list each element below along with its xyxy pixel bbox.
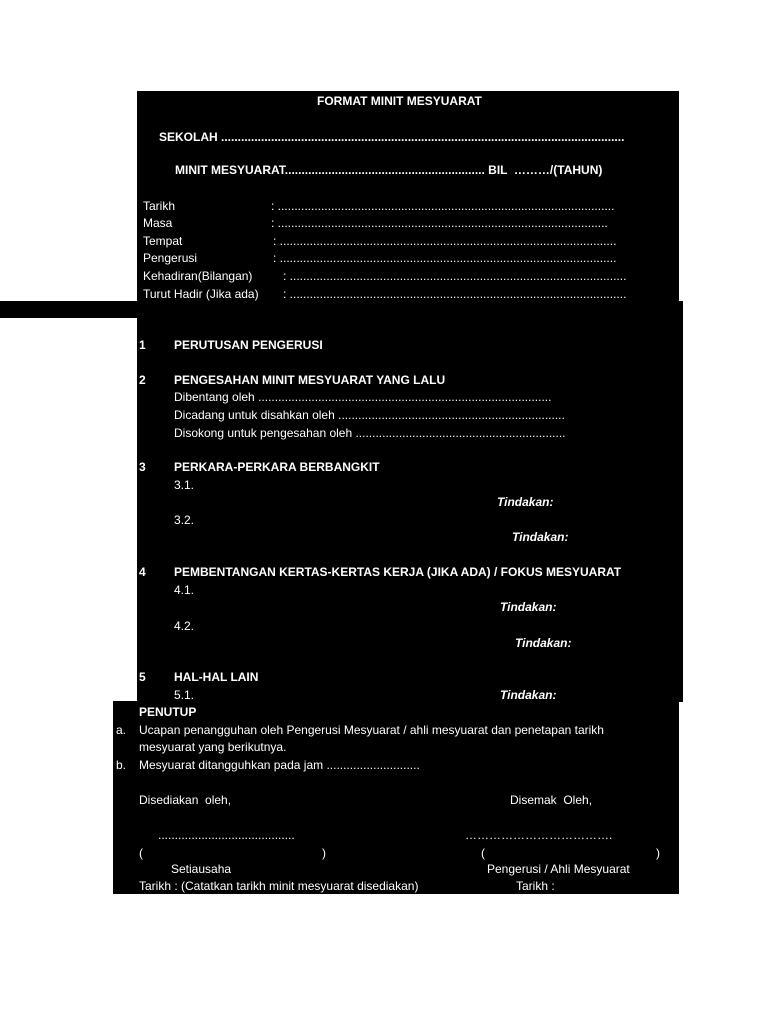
section-4-title: PEMBENTANGAN KERTAS-KERTAS KERJA (JIKA ADA) / FOKUS MESYUARAT: [174, 565, 622, 579]
prepared-by-label: Disediakan oleh,: [139, 793, 232, 807]
penutup-a-marker: a.: [116, 723, 127, 737]
prepared-paren-close: ): [322, 846, 326, 860]
detail-value-kehadiran: : .....................................................................................................: [283, 269, 627, 283]
section-2-line-disokong: Disokong untuk pengesahan oleh ...............................................................: [174, 426, 566, 440]
detail-value-tarikh: : .....................................................................................................: [271, 199, 615, 213]
detail-label-pengerusi: Pengerusi: [143, 251, 198, 265]
detail-label-kehadiran: Kehadiran(Bilangan): [143, 269, 253, 283]
penutup-title: PENUTUP: [139, 705, 197, 719]
document-title: FORMAT MINIT MESYUARAT: [317, 94, 482, 108]
prepared-paren-open: (: [139, 846, 143, 860]
section-3-title: PERKARA-PERKARA BERBANGKIT: [174, 460, 380, 474]
checked-paren-open: (: [481, 846, 485, 860]
detail-value-pengerusi: : .....................................................................................................: [273, 251, 617, 265]
section-5-title: HAL-HAL LAIN: [174, 670, 259, 684]
penutup-b-marker: b.: [116, 758, 127, 772]
section-1-title: PERUTUSAN PENGERUSI: [174, 338, 323, 352]
detail-value-turut-hadir: : .....................................................................................................: [283, 287, 627, 301]
checked-role: Pengerusi / Ahli Mesyuarat: [487, 862, 630, 876]
prepared-date: Tarikh : (Catatkan tarikh minit mesyuarat disediakan): [139, 879, 419, 893]
section-4-item-1: 4.1.: [174, 583, 195, 597]
section-4-number: 4: [139, 565, 146, 579]
sekolah-line: SEKOLAH .........................................................................................................................: [159, 130, 625, 144]
document-block-middle: [137, 301, 683, 702]
detail-label-masa: Masa: [143, 216, 173, 230]
checked-signature-line: ……………………………….: [465, 828, 613, 842]
minit-line: MINIT MESYUARAT............................................................ BIL ………/(TAHUN): [175, 163, 603, 177]
section-5-number: 5: [139, 670, 146, 684]
section-5-item-1: 5.1.: [174, 688, 195, 702]
section-3-number: 3: [139, 460, 146, 474]
checked-by-label: Disemak Oleh,: [510, 793, 593, 807]
section-4-action-1: Tindakan:: [500, 600, 557, 614]
detail-value-tempat: : .....................................................................................................: [273, 234, 617, 248]
checked-date: Tarikh :: [516, 879, 555, 893]
section-1-number: 1: [139, 338, 146, 352]
section-2-title: PENGESAHAN MINIT MESYUARAT YANG LALU: [174, 373, 446, 387]
penutup-a-line-1: Ucapan penangguhan oleh Pengerusi Mesyuarat / ahli mesyuarat dan penetapan tarikh: [139, 723, 604, 737]
detail-label-turut-hadir: Turut Hadir (Jika ada): [143, 287, 259, 301]
section-4-item-2: 4.2.: [174, 619, 195, 633]
prepared-role: Setiausaha: [171, 862, 232, 876]
section-3-action-1: Tindakan:: [497, 495, 554, 509]
section-4-action-2: Tindakan:: [515, 636, 572, 650]
prepared-signature-line: .........................................: [158, 828, 295, 842]
section-3-item-1: 3.1.: [174, 478, 195, 492]
section-3-action-2: Tindakan:: [512, 530, 569, 544]
section-2-number: 2: [139, 373, 146, 387]
section-2-line-dibentang: Dibentang oleh ........................................................................................: [174, 390, 552, 404]
document-block-bar: [0, 301, 137, 318]
detail-label-tempat: Tempat: [143, 234, 183, 248]
detail-label-tarikh: Tarikh: [143, 199, 176, 213]
penutup-a-line-2: mesyuarat yang berikutnya.: [139, 740, 287, 754]
checked-paren-close: ): [656, 846, 660, 860]
penutup-b-line: Mesyuarat ditangguhkan pada jam ............................: [139, 758, 420, 772]
section-3-item-2: 3.2.: [174, 513, 195, 527]
detail-value-masa: : ...................................................................................................: [271, 216, 608, 230]
section-5-action-1: Tindakan:: [500, 688, 557, 702]
section-2-line-dicadang: Dicadang untuk disahkan oleh ....................................................................: [174, 408, 565, 422]
